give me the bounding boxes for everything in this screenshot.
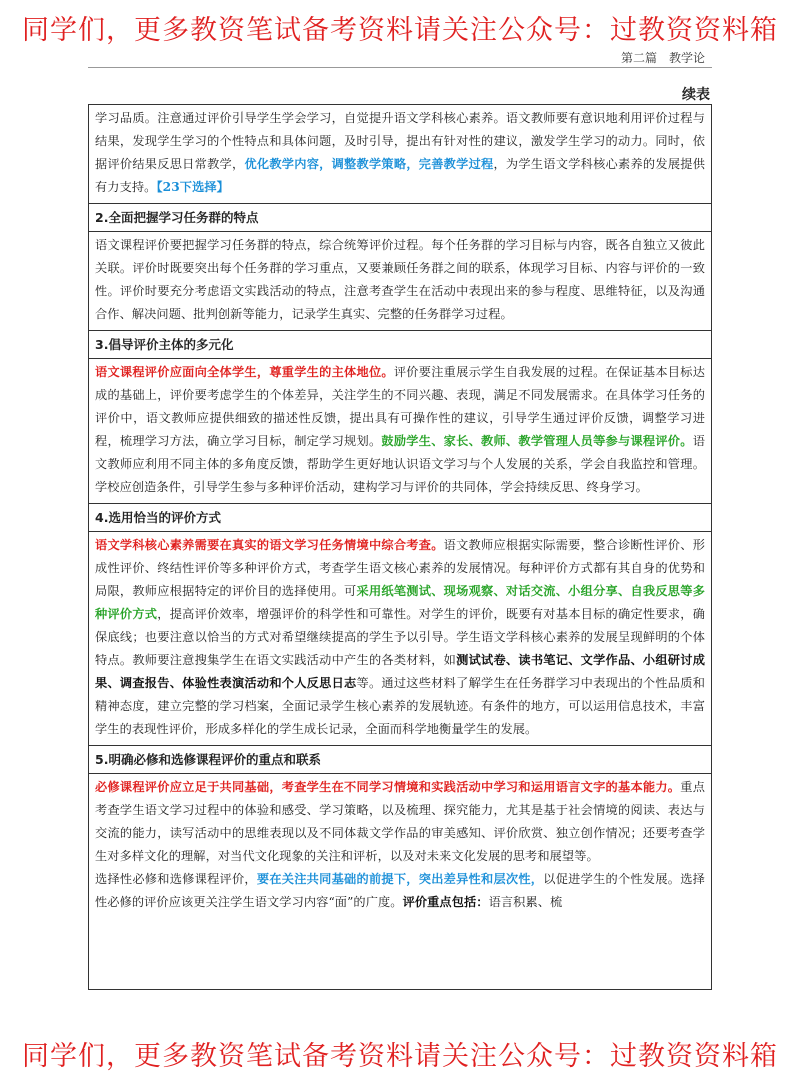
highlighted-text: 测试试卷、读书笔记、文学作品、小组研讨成果、调查报告、体验性表演活动和个人反思日志: [95, 653, 706, 690]
highlighted-text: 鼓励学生、家长、教师、教学管理人员等参与课程评价。: [381, 434, 693, 448]
section-heading: 5.明确必修和选修课程评价的重点和联系: [89, 745, 711, 774]
section-body: [89, 232, 711, 330]
highlighted-text: 必修课程评价应立足于共同基础，考查学生在不同学习情境和实践活动中学习和运用语言文字的基本能力。: [95, 780, 681, 794]
paragraph: [95, 868, 705, 914]
section-body: [89, 359, 711, 503]
continued-label: 续表: [682, 87, 710, 103]
text-run: 重点考查学生语文学习过程中的体验和感受、学习策略，以及梳理、探究能力，尤其是基于社会情境的阅读、表达与交流的能力，读写活动中的思维表现以及不同体裁文学作品的审美感知、评价欣赏、独立创作情况；还要考查学生对多样文化的理解，对当代文化现象的关注和评析，以及对未来文化发展的思考和展望等。: [95, 780, 706, 863]
text-run: 以促进学生的个性发展。选择性必修的评价应该更关注学生语文学习内容“面”的广度。: [95, 872, 705, 909]
section-body: [89, 532, 711, 745]
highlighted-text: 语文课程评价应面向全体学生，尊重学生的主体地位。: [95, 365, 394, 379]
text-run: 语文课程评价要把握学习任务群的特点，综合统筹评价过程。每个任务群的学习目标与内容，既各自独立又彼此关联。评价时既要突出每个任务群的学习重点，又要兼顾任务群之间的联系，体现学习目标、内容与评价的一致性。评价时要充分考虑语文实践活动的特点，注意考查学生在活动中表现出来的参与程度、思维特征，以及沟通合作、解决问题、批判创新等能力，记录学生真实、完整的任务群学习过程。: [95, 238, 705, 321]
text-run: 语文教师应根据实际需要，整合诊断性评价、形成性评价、终结性评价等多种评价方式，考查学生语文核心素养的发展情况。每种评价方式都有其自身的优势和局限，教师应根据特定的评价目的选择使用。可: [95, 538, 705, 598]
section-heading: 2.全面把握学习任务群的特点: [89, 203, 711, 232]
section-heading: 4.选用恰当的评价方式: [89, 503, 711, 532]
paragraph: [95, 361, 705, 499]
text-run: 语言积累、梳: [488, 895, 563, 909]
highlighted-text: 要在关注共同基础的前提下，突出差异性和层次性，: [256, 872, 544, 886]
text-run: 选择性必修和选修课程评价，: [95, 872, 257, 886]
highlighted-text: 优化教学内容，调整教学策略，完善教学过程: [244, 157, 494, 171]
paragraph: [95, 534, 705, 741]
highlighted-text: 评价重点包括：: [402, 895, 489, 909]
paragraph: [95, 234, 705, 326]
highlighted-text: 【23下选择】: [156, 180, 229, 194]
text-run: ，提高评价效率，增强评价的科学性和可靠性。对学生的评价，既要有对基本目标的确定性要求，确保底线；也要注意以恰当的方式对希望继续提高的学生予以引导。学生语文学科核心素养的发展呈现鲜明的个体特点。教师要注意搜集学生在语文实践活动中产生的各类材料，如: [95, 607, 705, 667]
chapter-header: 第二篇 教学论: [620, 51, 705, 65]
promo-banner-bottom: 同学们，更多教资笔试备考资料请关注公众号：过教资资料箱: [22, 1041, 778, 1072]
text-run: 评价要注重展示学生自我发展的过程。在保证基本目标达成的基础上，评价要考虑学生的个体差异，关注学生的不同兴趣、表现，满足不同发展需求。在具体学习任务的评价中，语文教师应提供细致的描述性反馈，提出具有可操作性的建议，引导学生通过评价反馈，调整学习进程，梳理学习方法，确立学习目标，制定学习规划。: [95, 365, 705, 448]
section-body: [89, 105, 711, 203]
text-run: ，为学生语文学科核心素养的发展提供有力支持。: [95, 157, 706, 194]
highlighted-text: 采用纸笔测试、现场观察、对话交流、小组分享、自我反思等多种评价方式: [95, 584, 705, 621]
text-run: 学习品质。注意通过评价引导学生学会学习，自觉提升语文学科核心素养。语文教师要有意识地利用评价过程与结果，发现学生学习的个性特点和具体问题，及时引导，提出有针对性的建议，激发学生学习的动力。同时，依据评价结果反思日常教学，: [95, 111, 705, 171]
section-body: [89, 774, 711, 918]
section-heading: 3.倡导评价主体的多元化: [89, 330, 711, 359]
content-table: [88, 104, 712, 990]
promo-banner-top: 同学们，更多教资笔试备考资料请关注公众号：过教资资料箱: [22, 15, 778, 46]
text-run: 语文教师应利用不同主体的多角度反馈，帮助学生更好地认识语文学习与个人发展的关系，学会自我监控和管理。学校应创造条件，引导学生参与多种评价活动，建构学习与评价的共同体，学会持续反思、终身学习。: [95, 434, 705, 494]
paragraph: [95, 776, 705, 868]
highlighted-text: 语文学科核心素养需要在真实的语文学习任务情境中综合考查。: [95, 538, 444, 552]
paragraph: [95, 107, 705, 199]
text-run: 等。通过这些材料了解学生在任务群学习中表现出的个性品质和精神态度，建立完整的学习档案，全面记录学生核心素养的发展轨迹。有条件的地方，可以运用信息技术，丰富学生的表现性评价，形成多样化的学生成长记录，全面而科学地衡量学生的发展。: [95, 676, 705, 736]
header-divider: [88, 67, 712, 68]
